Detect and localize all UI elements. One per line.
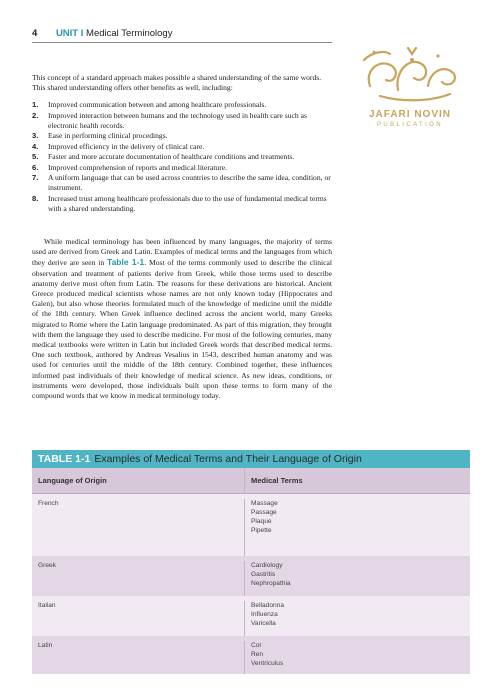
cell-terms: Belladonna Influenza Varicella: [244, 601, 470, 636]
list-item: 8. Increased trust among healthcare professionals due to the use of fundamental medical terms with a shared understanding.: [32, 193, 327, 213]
list-item: 3. Ease in performing clinical procedings.: [32, 131, 168, 140]
table-caption: Examples of Medical Terms and Their Language of Origin: [94, 453, 362, 465]
table-title: [32, 450, 470, 468]
logo-emblem-icon: [350, 40, 470, 108]
chapter-title: Medical Terminology: [86, 28, 173, 39]
table-row: [32, 636, 470, 674]
table-row: [32, 494, 470, 556]
logo-brand-name: JAFARI NOVIN: [368, 109, 451, 120]
benefits-list: [32, 100, 332, 214]
publisher-logo: [350, 40, 470, 140]
table-label: TABLE 1-1: [38, 453, 91, 465]
logo-brand-sub: PUBLICATION: [377, 122, 443, 128]
page-header: [32, 28, 172, 39]
column-header-language: Language of Origin: [38, 476, 107, 485]
unit-label: UNIT I: [55, 28, 84, 39]
list-item: 4. Improved efficiency in the delivery of clinical care.: [32, 141, 205, 151]
table-1-1: [32, 450, 470, 674]
cell-language: Latin: [38, 642, 53, 649]
page-number: 4: [32, 28, 38, 39]
cell-language: Italian: [38, 602, 56, 609]
list-item: 6. Improved comprehension of reports and medical literature.: [32, 162, 228, 172]
cell-terms: Massage Passage Plaque Pipette: [244, 499, 470, 556]
cell-terms: Cor Ren Ventriculus: [244, 641, 470, 674]
list-item: 7. A uniform language that can be used across countries to describe the same idea, condition, or instrument.: [32, 173, 331, 192]
intro-paragraph: This concept of a standard approach makes possible a shared understanding of the same words. This shared understanding offers other benefits as well, including:: [32, 73, 322, 92]
table-row: [32, 556, 470, 596]
cell-language: French: [38, 500, 59, 507]
body-paragraph: While medical terminology has been influenced by many languages, the majority of terms used are derived from Greek and Latin. Examples of medical terms and the languages from which they derive are seen in Table 1-1. Most of the terms commonly used to describe the clinical observation and treatment of patients derive from Greek, while those terms used to describe anatomy derive most often from Latin. The reasons for these derivations are historical. Ancient Greece produced medical scientists whose names are not only known today (Hippocrates and Galen), but also whose theories formulated much of the knowledge of medicine until the middle of the 18th century. When Greek influence declined across the ancient world, many Greeks migrated to Rome where the Latin language predominated. As part of this migration, they brought with them the language they used to describe medicine. For most of the following centuries, many medical textbooks were written in Latin but included Greek words that described medical terms. One such textbook, authored by Andreas Vesalius in 1543, described human anatomy and was used for centuries until the middle of the 18th century. Combined together, these influences informed past individuals of their knowledge of medical science. As new ideas, conditions, or instruments were developed, those individuals built upon these terms to form many of the compound words that we know in medical terminology today.: [32, 237, 333, 401]
table-reference-link[interactable]: Table 1-1: [107, 257, 145, 268]
header-rule: [32, 42, 332, 43]
list-item: 1. Improved communication between and among healthcare professionals.: [32, 100, 267, 109]
cell-language: Greek: [38, 562, 56, 569]
table-row: [32, 596, 470, 636]
list-item: 2. Improved interaction between humans and the technology used in health care such as electronic health records.: [32, 110, 307, 130]
cell-terms: Cardiology Gastritis Nephropathia: [244, 561, 470, 596]
table-header-row: [32, 468, 470, 494]
list-item: 5. Faster and more accurate documentation of healthcare conditions and treatments.: [32, 152, 295, 161]
column-header-terms: Medical Terms: [244, 468, 470, 493]
